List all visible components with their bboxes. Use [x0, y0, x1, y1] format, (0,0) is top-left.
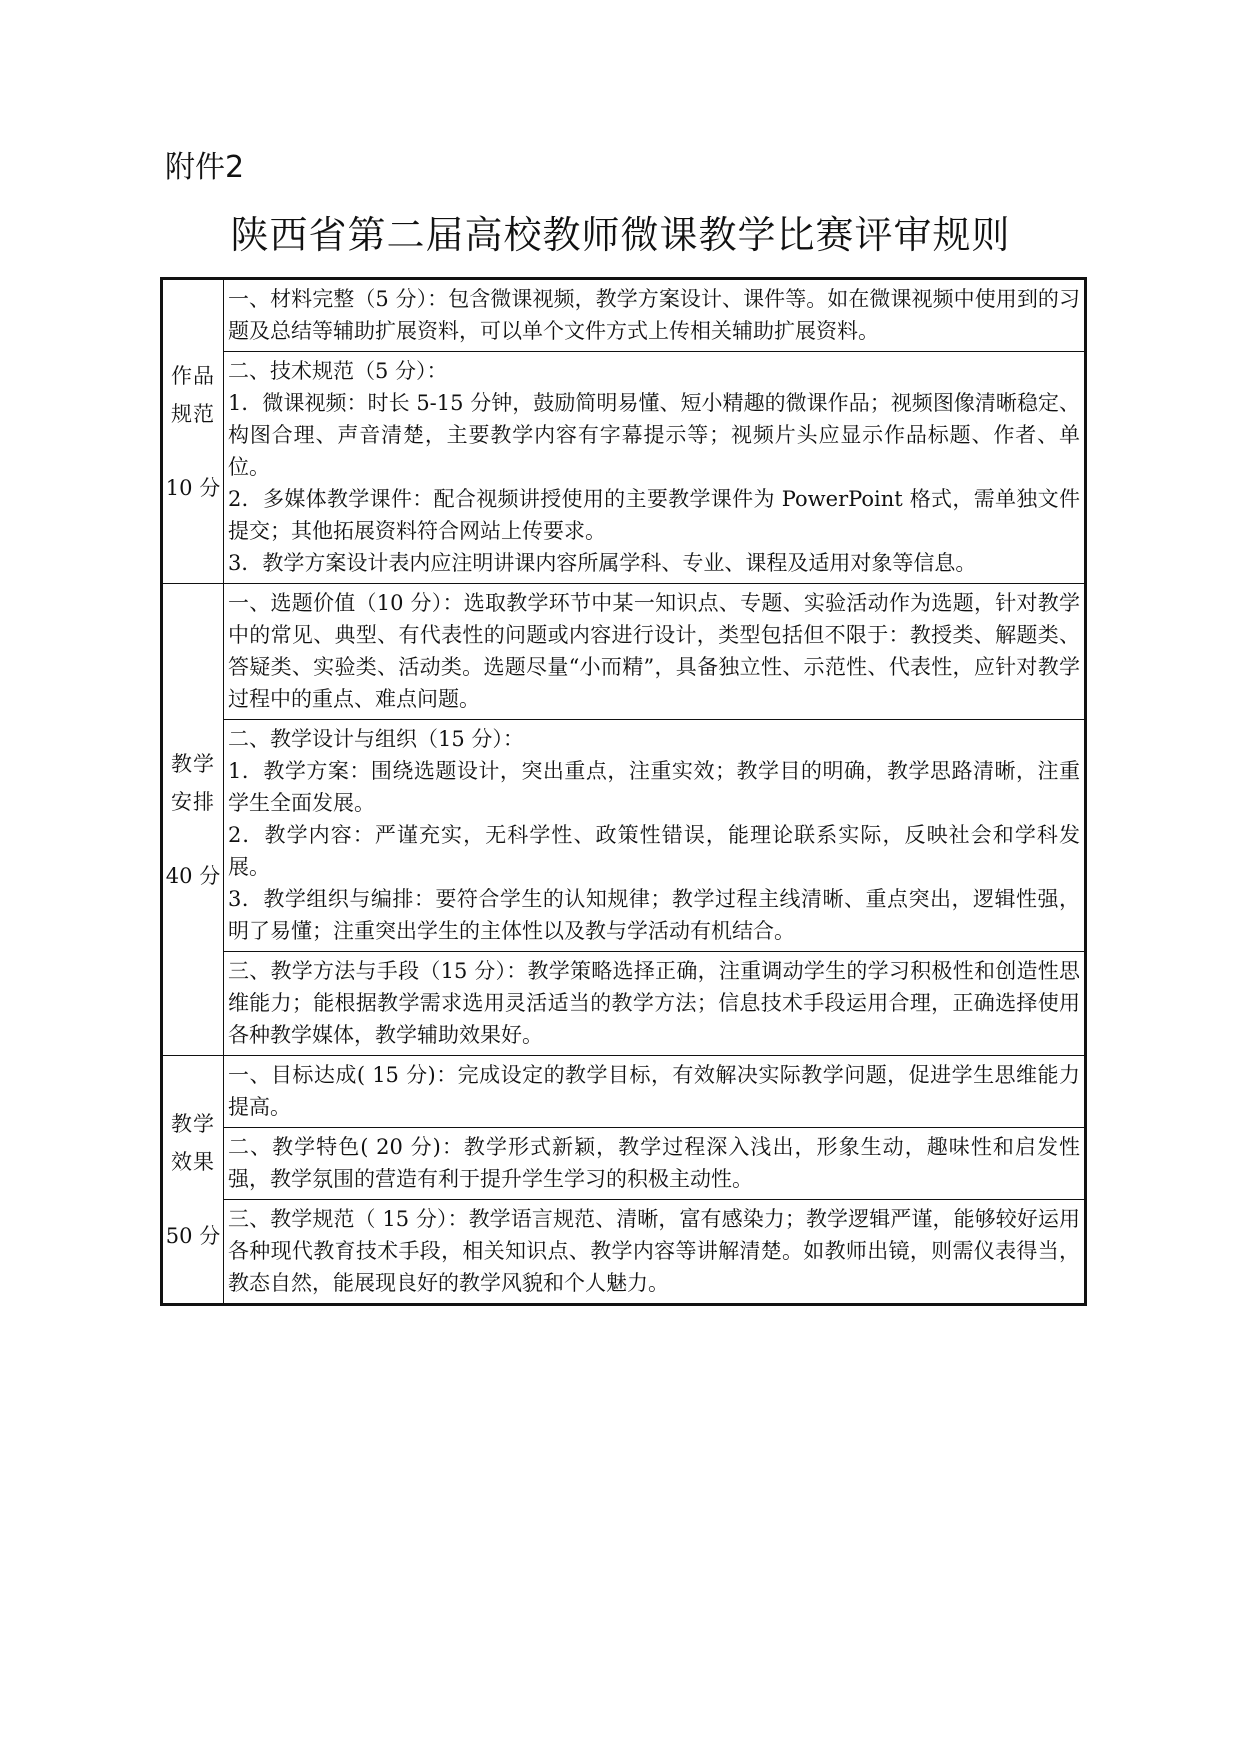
- table-row: [162, 352, 1086, 584]
- table-row: [162, 1200, 1086, 1305]
- category-name: 教学安排: [171, 751, 215, 814]
- category-cell-work-spec: [162, 279, 224, 584]
- criteria-line: 一、目标达成( 15 分)：完成设定的教学目标，有效解决实际教学问题，促进学生思维能力提高。: [228, 1063, 1080, 1119]
- category-cell-teaching-arrangement: [162, 584, 224, 1056]
- criteria-line: 2．多媒体教学课件：配合视频讲授使用的主要教学课件为 PowerPoint 格式，需单独文件提交；其他拓展资料符合网站上传要求。: [228, 487, 1080, 543]
- criteria-line: 二、技术规范（5 分）：: [228, 359, 448, 383]
- criteria-cell: [224, 1056, 1086, 1128]
- criteria-line: 三、教学方法与手段（15 分）：教学策略选择正确，注重调动学生的学习积极性和创造性思维能力；能根据教学需求选用灵活适当的教学方法；信息技术手段运用合理，正确选择使用各种教学媒体，教学辅助效果好。: [228, 959, 1080, 1047]
- category-cell-teaching-effect: [162, 1056, 224, 1305]
- criteria-cell: [224, 720, 1086, 952]
- criteria-line: 二、教学特色( 20 分)：教学形式新颖，教学过程深入浅出，形象生动，趣味性和启发性强，教学氛围的营造有利于提升学生学习的积极主动性。: [228, 1135, 1080, 1191]
- table-row: [162, 720, 1086, 952]
- criteria-cell: [224, 352, 1086, 584]
- criteria-line: 一、材料完整（5 分）：包含微课视频，教学方案设计、课件等。如在微课视频中使用到的习题及总结等辅助扩展资料，可以单个文件方式上传相关辅助扩展资料。: [228, 287, 1080, 343]
- category-name: 作品规范: [171, 363, 215, 426]
- criteria-line: 二、教学设计与组织（15 分）：: [228, 727, 524, 751]
- criteria-cell: [224, 279, 1086, 352]
- criteria-line: 三、教学规范（ 15 分）：教学语言规范、清晰，富有感染力；教学逻辑严谨，能够较好运用各种现代教育技术手段，相关知识点、教学内容等讲解清楚。如教师出镜，则需仪表得当，教态自然，能展现良好的教学风貌和个人魅力。: [228, 1207, 1080, 1295]
- table-row: [162, 952, 1086, 1056]
- category-score: 40 分: [165, 863, 221, 888]
- criteria-cell: [224, 952, 1086, 1056]
- table-row: [162, 1128, 1086, 1200]
- criteria-line: 3．教学方案设计表内应注明讲课内容所属学科、专业、课程及适用对象等信息。: [228, 551, 977, 575]
- document-title: 陕西省第二届高校教师微课教学比赛评审规则: [230, 213, 1011, 257]
- criteria-line: 1．教学方案：围绕选题设计，突出重点，注重实效；教学目的明确，教学思路清晰，注重学生全面发展。: [228, 759, 1080, 815]
- criteria-line: 一、选题价值（10 分）：选取教学环节中某一知识点、专题、实验活动作为选题，针对教学中的常见、典型、有代表性的问题或内容进行设计，类型包括但不限于：教授类、解题类、答疑类、实验类、活动类。选题尽量“小而精”，具备独立性、示范性、代表性，应针对教学过程中的重点、难点问题。: [228, 591, 1080, 711]
- category-score: 50 分: [165, 1223, 221, 1248]
- category-score: 10 分: [165, 475, 221, 500]
- table-row: [162, 279, 1086, 352]
- rules-table: [160, 277, 1087, 1306]
- criteria-cell: [224, 584, 1086, 720]
- table-row: [162, 1056, 1086, 1128]
- attachment-label: 附件2: [165, 150, 245, 185]
- table-row: [162, 584, 1086, 720]
- criteria-line: 2．教学内容：严谨充实，无科学性、政策性错误，能理论联系实际，反映社会和学科发展。: [228, 823, 1080, 879]
- criteria-line: 1．微课视频：时长 5-15 分钟，鼓励简明易懂、短小精趣的微课作品；视频图像清晰稳定、构图合理、声音清楚，主要教学内容有字幕提示等；视频片头应显示作品标题、作者、单位。: [228, 391, 1080, 479]
- category-name: 教学效果: [171, 1111, 215, 1174]
- criteria-line: 3．教学组织与编排：要符合学生的认知规律；教学过程主线清晰、重点突出，逻辑性强，明了易懂；注重突出学生的主体性以及教与学活动有机结合。: [228, 887, 1080, 943]
- criteria-cell: [224, 1200, 1086, 1305]
- criteria-cell: [224, 1128, 1086, 1200]
